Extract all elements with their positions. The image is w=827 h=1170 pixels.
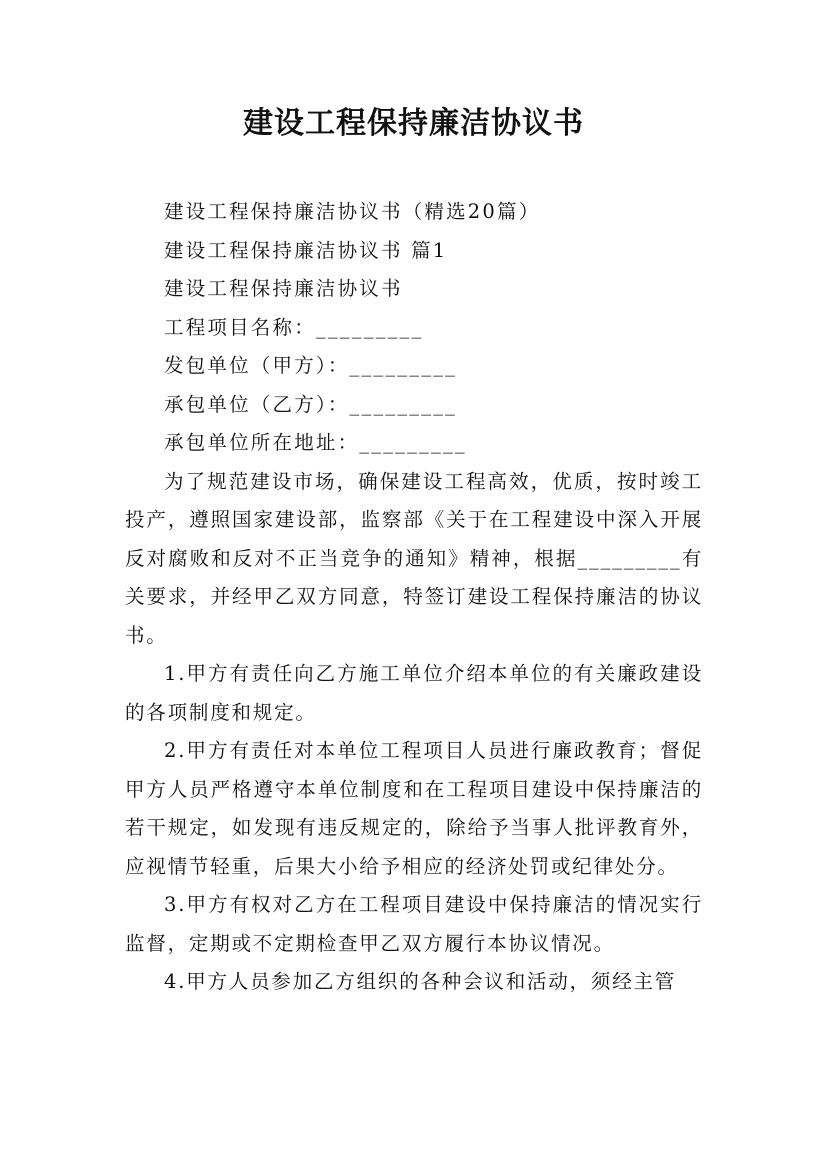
preamble-paragraph: 为了规范建设市场，确保建设工程高效，优质，按时竣工投产，遵照国家建设部，监察部《关于在工程建设中深入开展反对腐败和反对不正当竞争的通知》精神，根据_________有关要求，并经甲乙双方同意，特签订建设工程保持廉洁的协议书。 bbox=[125, 469, 703, 647]
section-heading: 建设工程保持廉洁协议书 篇1 bbox=[164, 238, 448, 262]
project-name-field: 工程项目名称：_________ bbox=[164, 315, 424, 339]
party-b-address-field: 承包单位所在地址：_________ bbox=[164, 431, 467, 454]
subtitle-line: 建设工程保持廉洁协议书（精选20篇） bbox=[164, 200, 541, 223]
agreement-heading: 建设工程保持廉洁协议书 bbox=[164, 277, 403, 300]
document-title: 建设工程保持廉洁协议书 bbox=[243, 106, 584, 141]
clause-1: 1.甲方有责任向乙方施工单位介绍本单位的有关廉政建设的各项制度和规定。 bbox=[125, 662, 703, 724]
document-body bbox=[125, 193, 703, 1002]
clause-2: 2.甲方有责任对本单位工程项目人员进行廉政教育；督促甲方人员严格遵守本单位制度和在工程项目建设中保持廉洁的若干规定，如发现有违反规定的，除给予当事人批评教育外，应视情节轻重，后果大小给予相应的经济处罚或纪律处分。 bbox=[125, 739, 703, 878]
party-a-field: 发包单位（甲方）：_________ bbox=[164, 354, 458, 377]
clause-4: 4.甲方人员参加乙方组织的各种会议和活动，须经主管 bbox=[164, 970, 677, 993]
clause-3: 3.甲方有权对乙方在工程项目建设中保持廉洁的情况实行监督，定期或不定期检查甲乙双方履行本协议情况。 bbox=[125, 893, 703, 955]
party-b-field: 承包单位（乙方）：_________ bbox=[164, 392, 458, 416]
